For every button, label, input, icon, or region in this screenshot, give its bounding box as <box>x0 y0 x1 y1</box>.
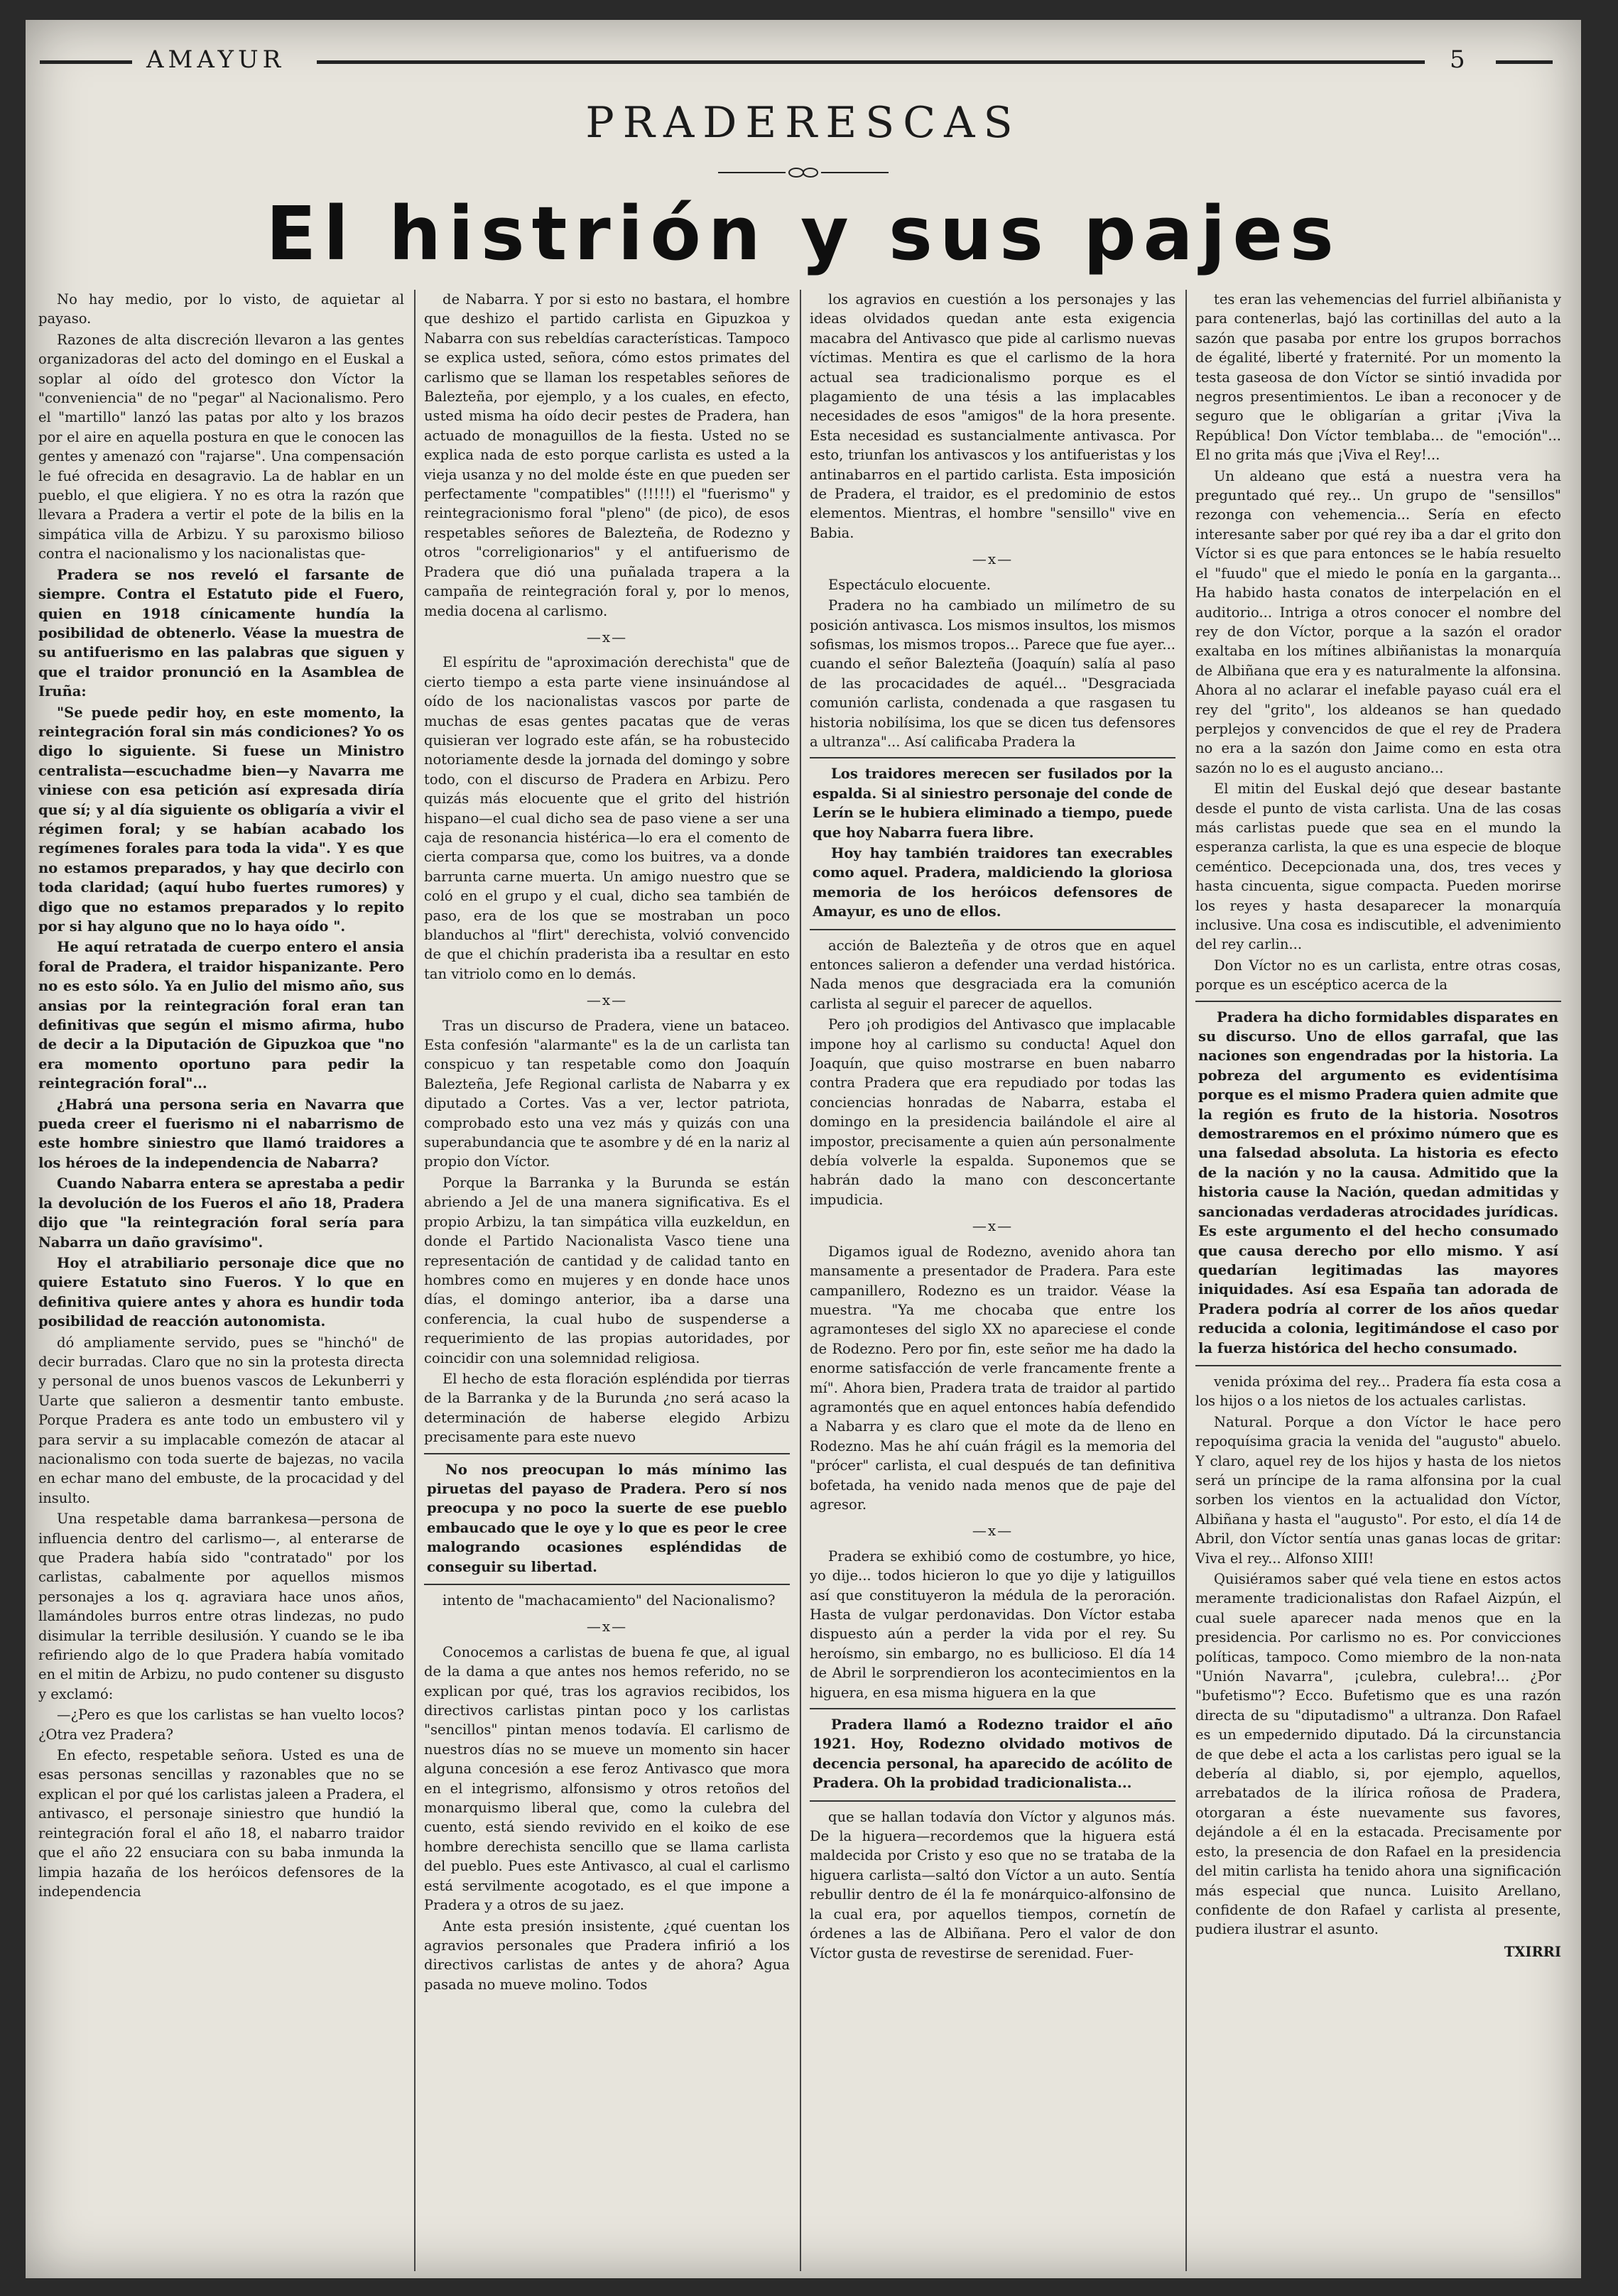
article-paragraph: Espectáculo elocuente. <box>828 576 991 593</box>
author-signature: TXIRRI <box>1504 1943 1561 1960</box>
article-paragraph: Razones de alta discreción llevaron a las gentes organizadoras del acto del domingo en el Euskal a soplar al oído del grotesco don Víctor la "conveniencia" de no "pegar" al Nacionalismo. Pero el "martillo" lanzó las patas por alto y los brazos por el aire en aquella postura en que le conocen las gentes y amenazó con "rajarse". Una compensación le fué ofrecida en desagravio. La de hablar en un pueblo, el que eligiera. Y no es otra la razón que llevara a Pradera a vertir el pote de la bilis en la simpática villa de Arbizu. Y su paroxismo bilioso contra el nacionalismo y los nacionalistas que- <box>38 331 404 562</box>
article-paragraph: No hay medio, por lo visto, de aquietar al payaso. <box>38 291 404 327</box>
column-rule <box>800 290 801 2271</box>
newspaper-page <box>26 20 1581 2278</box>
article-columns <box>38 290 1565 2271</box>
section-separator: —x— <box>972 1217 1014 1235</box>
article-paragraph: dó ampliamente servido, pues se "hinchó" de decir burradas. Claro que no sin la protesta directa y personal de unos buenos vascos de Lekunberri y Uarte que salieron a desmentir tanto embuste. Porque Pradera es ante todo un embustero vil y para servir a su implacable comezón de atacar al nacionalismo con toda suerte de bajezas, no vacila en echar mano del embuste, de la procacidad y del insulto. <box>38 1334 404 1506</box>
section-separator: —x— <box>586 628 628 646</box>
section-separator: —x— <box>972 550 1014 568</box>
page-header <box>40 45 1563 74</box>
article-paragraph: Tras un discurso de Pradera, viene un bataceo. Esta confesión "alarmante" es la de un carlista tan conspicuo y tan respetable como don Joaquín Balezteña, Jefe Regional carlista de Nabarra y ex diputado a Cortes. Vas a ver, lector patriota, comprobado esto una vez más y quizás con una superabundancia que te asombre y dé en la nariz al propio don Víctor. <box>424 1017 790 1170</box>
boxed-paragraph: Los traidores merecen ser fusilados por la espalda. Si al siniestro personaje del conde de Lerín se le hubiera eliminado a tiempo, puede que hoy Nabarra fuera libre. <box>813 766 1173 841</box>
article-paragraph: Pradera no ha cambiado un milímetro de su posición antivasca. Los mismos insultos, los mismos sofismas, los mismos tropos... Parece que fue ayer... cuando el señor Balezteña (Joaquín) salía al paso de las procacidades de aquél... "Desgraciada comunión carlista, condenada a que rasgasen tu historia nobilísima, los que se dicen tus defensores a ultranza"... Así calificaba Pradera la <box>810 597 1176 750</box>
article-paragraph: intento de "machacamiento" del Nacionalismo? <box>442 1592 776 1609</box>
article-paragraph: acción de Balezteña y de otros que en aquel entonces salieron a defender una verdad histórica. Nada menos que desgraciada era la comunión carlista al seguir el parecer de aquellos. <box>810 937 1176 1012</box>
article-paragraph: Natural. Porque a don Víctor le hace pero repoquísima gracia la venida del "augusto" abuelo. Y claro, aquel rey de los hijos y hasta de los nietos será un príncipe de la rama alfonsina por la cual sorben los vientos en la actualidad don Víctor, Albiñana y hasta el "augusto". Por esto, el día 14 de Abril, don Víctor sentía unas ganas locas de gritar: Viva el rey... Alfonso XIII! <box>1195 1413 1561 1567</box>
header-rule-right <box>1496 60 1553 64</box>
section-separator: —x— <box>586 991 628 1009</box>
article-paragraph: Conocemos a carlistas de buena fe que, al igual de la dama a que antes nos hemos referido, no se explican por qué, tras los agravios recibidos, los directivos carlistas pintan poco y los carlistas "sencillos" pintan menos todavía. El carlismo de nuestros días no se mueve un momento sin hacer alguna concesión a ese feroz Antivasco que mora en el integrismo, alfonsismo y otros retoños del monarquismo liberal que, como la culebra del cuento, está siendo revivido en el koiko de ese hombre derechista sencillo que se llama carlista del pueblo. Pues este Antivasco, al cual el carlismo está servilmente acogotado, es el que impone a Pradera y a otros de su jaez. <box>424 1643 790 1914</box>
header-rule-left <box>40 60 132 64</box>
article-paragraph: de Nabarra. Y por si esto no bastara, el hombre que deshizo el partido carlista en Gipuzkoa y Nabarra con sus rebeldías características. Tampoco se explica usted, señora, cómo estos primates del carlismo que se llaman los respetables señores de Balezteña, por ejemplo, y a los cuales, en efecto, usted misma ha oído decir pestes de Pradera, han actuado de monaguillos de la fiesta. Usted no se explica nada de esto porque carlista es usted a la vieja usanza y no del molde éste en que pueden ser perfectamente "compatibles" (!!!!!) el "fuerismo" y reintegracionismo foral "pleno" (de pico), de esos respetables señores de Balezteña, de Rodezno y otros "correligionarios" y el antifuerismo de Pradera que dió una puñalada trapera a la campaña de reintegración foral y, por lo menos, media docena al carlismo. <box>424 291 790 619</box>
article-paragraph: El mitin del Euskal dejó que desear bastante desde el punto de vista carlista. Una de las cosas más carlistas puede que sea en el mundo la esperanza carlista, la que es una especie de bloque ceméntico. Decepcionada una, dos, tres veces y hasta cincuenta, sigue compacta. Pueden morirse los reyes y hasta desaparecer la monarquía inclusive. Una cosa es indiscutible, el advenimiento del rey carlin... <box>1195 780 1561 953</box>
boxed-paragraph: Pradera llamó a Rodezno traidor el año 1921. Hoy, Rodezno olvidado motivos de decencia personal, ha aparecido de acólito de Pradera. Oh la probidad tradicionalista... <box>813 1716 1173 1792</box>
headline: El histrión y sus pajes <box>266 190 1341 277</box>
column-4 <box>1195 290 1561 2271</box>
section-separator: —x— <box>586 1618 628 1636</box>
article-paragraph: "Se puede pedir hoy, en este momento, la reintegración foral sin más condiciones? Yo os digo lo siguiente. Si fuese un Ministro centralista—escuchadme bien—y Navarra me viniese con esa petición así expresada diría que sí; y al día siguiente os obligaría a vivir el régimen foral; y se habían acabado los regímenes forales para toda la vida". Y es que no estamos preparados, y hay que decirlo con toda claridad; (aquí hubo fuertes rumores) y digo que no estamos preparados y lo repito por si hay alguno que no lo haya oído ". <box>38 704 404 935</box>
article-paragraph: Una respetable dama barrankesa—persona de influencia dentro del carlismo—, al enterarse de que Pradera había sido "contratado" por los carlistas, cabalmente por aquellos mismos personajes a los q. agraviara hace unos años, llamándoles burros entre otras lindezas, no pudo disimular la terrible desilusión. Y cuando se le iba refiriendo algo de lo que Pradera había vomitado en el mitin de Arbizu, no pudo contener su disgusto y exclamó: <box>38 1511 404 1702</box>
article-paragraph: He aquí retratada de cuerpo entero el ansia foral de Pradera, el traidor hispanizante. Pero no es esto sólo. Ya en Julio del mismo año, sus ansias por la reintegración foral eran tan definitivas que según el mismo afirma, hubo de decir a la Diputación de Gipuzkoa que "no era momento oportuno para pedir la reintegración foral"... <box>38 939 404 1092</box>
boxed-note <box>1195 1001 1561 1366</box>
column-rule <box>414 290 416 2271</box>
article-paragraph: —¿Pero es que los carlistas se han vuelto locos? ¿Otra vez Pradera? <box>38 1707 404 1743</box>
article-paragraph: Digamos igual de Rodezno, avenido ahora tan mansamente a presentador de Pradera. Para este campanillero, Rodezno es un traidor. Véase la muestra. "Ya me chocaba que entre los agramonteses del siglo XX no apareciese el conde de Rodezno. Pero por fin, este señor me ha dado la enorme satisfacción de verle francamente frente a mí". Ahora bien, Pradera trata de traidor al partido agramontés que en aquel entonces había defendido a Nabarra y es claro que el mote da de lleno en Rodezno. Mas he ahí cuán frágil es la memoria del "prócer" carlista, el cual después de tan definitiva bofetada, ha venido nada menos que de paje del agresor. <box>810 1243 1176 1513</box>
boxed-note <box>810 1708 1176 1802</box>
boxed-note <box>810 757 1176 930</box>
column-rule <box>1185 290 1187 2271</box>
column-3 <box>810 290 1176 2271</box>
article-paragraph: Pradera se exhibió como de costumbre, yo hice, yo dije... todos hicieron lo que yo dije y latiguillos así que constituyeron la médula de la peroración. Hasta de vulgar perdonavidas. Don Víctor estaba dispuesto aún a perder la vida por el rey. Su heroísmo, sin embargo, no es bullicioso. El día 14 de Abril le sorprendieron los acontecimientos en la higuera, en esa misma higuera en la que <box>810 1547 1176 1701</box>
article-paragraph: tes eran las vehemencias del furriel albiñanista y para contenerlas, bajó las cortinillas del auto a la sazón que pasaba por entre los grupos borrachos de égalité, liberté y fraternité. Por un momento la testa gaseosa de don Víctor se sintió invadida por negros presentimientos. Le iban a reconocer y de seguro que le obligarían a gritar ¡Viva la República! Don Víctor temblaba... de "emoción"... El no grita más que ¡Viva el Rey!... <box>1195 291 1561 464</box>
article-paragraph: ¿Habrá una persona seria en Navarra que pueda creer el fuerismo ni el nabarrismo de este hombre siniestro que llamó traidores a los héroes de la independencia de Nabarra? <box>38 1096 404 1171</box>
article-paragraph: Don Víctor no es un carlista, entre otras cosas, porque es un escéptico acerca de la <box>1195 957 1561 994</box>
article-paragraph: los agravios en cuestión a los personajes y las ideas olvidados quedan ante esta exigencia macabra del Antivasco que pide al carlismo nuevas víctimas. Mentira es que el carlismo de la hora actual sea tradicionalismo porque es el plagamiento de una tésis a las implacables necesidades de esos "amigos" de la hora presente. Esta necesidad es sustancialmente antivasca. Por esto, triunfan los antivascos y los antifueristas y los antinabarros en el partido carlista. Esta imposición de Pradera, el traidor, es el predominio de estos elementos. Mientras, el hombre "sensillo" vive en Babia. <box>810 291 1176 541</box>
article-paragraph: venida próxima del rey... Pradera fía esta cosa a los hijos o a los nietos de los actuales carlistas. <box>1195 1373 1561 1410</box>
article-paragraph: En efecto, respetable señora. Usted es una de esas personas sencillas y razonables que no se explican el por qué los carlistas jaleen a Pradera, el antivasco, el personaje siniestro que hundió la reintegración foral el año 18, el nabarro traidor que el año 22 ensuciara con su baba inmunda la limpia hazaña de los heróicos defensores de la independencia <box>38 1747 404 1900</box>
column-1 <box>38 290 404 2271</box>
article-paragraph: Cuando Nabarra entera se aprestaba a pedir la devolución de los Fueros el año 18, Pradera dijo que "la reintegración foral sería para Nabarra un daño gravísimo". <box>38 1175 404 1251</box>
article-paragraph: El espíritu de "aproximación derechista" que de cierto tiempo a esta parte viene insinuándose al oído de los nacionalistas vascos por parte de muchas de esas gentes pacatas que de veras quisieran ver logrado este afán, se ha robustecido notoriamente desde la jornada del domingo y sobre todo, con el discurso de Pradera en Arbizu. Pero quizás más elocuente que el grito del histrión hispano—el cual dicho sea de paso viene a ser una caja de resonancia histérica—lo era el comento de cierta comparsa que, como los buitres, va a donde barrunta carne muerta. Un amigo nuestro que se coló en el grupo y el cual, dicho sea también de paso, era de los que se mostraban un poco blanduchos al "flirt" derechista, volvió convencido de que el chichín praderista iba a resultar en esto tan vitriolo como en lo demás. <box>424 654 790 982</box>
article-paragraph: El hecho de esta floración espléndida por tierras de la Barranka y de la Burunda ¿no será acaso la determinación de haberse elegido Arbizu precisamente para este nuevo <box>424 1370 790 1446</box>
section-title: PRADERESCAS <box>585 98 1021 148</box>
boxed-note <box>424 1453 790 1585</box>
article-paragraph: Pero ¡oh prodigios del Antivasco que implacable impone hoy al carlismo su conducta! Aquel don Joaquín, que quiso mostrarse en buen nabarro contra Pradera que era repudiado por todas las conciencias honradas de Nabarra, estaba el domingo en la presidencia bailándole el aire al impostor, precisamente a quien aún personalmente debía volverle la espalda. Suponemos que se habrán dado la mano con desconcertante impudicia. <box>810 1016 1176 1208</box>
boxed-paragraph: No nos preocupan lo más mínimo las piruetas del payaso de Pradera. Pero sí nos preocupa y no poco la suerte de ese pueblo embaucado que le oye y lo que es peor le cree malogrando ocasiones espléndidas de conseguir su libertad. <box>427 1461 787 1575</box>
article-paragraph: Un aldeano que está a nuestra vera ha preguntado qué rey... Un grupo de "sensillos" rezonga con vehemencia... Sería en efecto interesante saber por qué rey iba a dar el grito don Víctor si es que para entonces se le había resuelto el "fuudo" que el miedo le ponía en la garganta... Ha habido hasta conatos de interpelación en el auditorio... Intriga a otros conocer el nombre del rey de don Víctor, porque a la sazón el orador exaltaba en los mítines albiñanistas la monarquía de Albiñana que era y es naturalmente la alfonsina. Ahora al no aclarar el inefable payaso cuál era el rey del "grito", los aldeanos se han quedado perplejos y convencidos de que el rey de Pradera no era a la sazón don Jaime como en esta otra sazón no lo es el augusto anciano... <box>1195 467 1561 776</box>
publication-name: AMAYUR <box>146 45 286 74</box>
boxed-paragraph: Pradera ha dicho formidables disparates en su discurso. Uno de ellos garrafal, que las naciones son engendradas por la historia. La pobreza del argumento es evidentísima porque es el mismo Pradera quien admite que la región es fruto de la historia. Nosotros demostraremos en el próximo número que es una falsedad absoluta. La historia es efecto de la nación y no la causa. Admitido que la historia cause la Nación, quedan admitidas y sancionadas verdaderas atrocidades jurídicas. Es este argumento el del hecho consumado que causa derecho por ello mismo. Y así quedarían legitimadas las mayores iniquidades. Así esa España tan adorada de Pradera podría al correr de los años quedar reducida a colonia, legitimándose el caso por la fuerza histórica del hecho consumado. <box>1198 1008 1558 1356</box>
article-paragraph: Quisiéramos saber qué vela tiene en estos actos meramente tradicionalistas don Rafael Aizpún, el cual suele aparecer nada menos que en la presidencia. Por carlismo no es. Por convicciones políticas, tampoco. Como miembro de la non-nata "Unión Navarra", ¡culebra, culebra!... ¿Por "bufetismo"? Ecco. Bufetismo que es una razón directa de su "diputadismo" a ultranza. Don Rafael es un empedernido diputado. Dá la circunstancia de que debe el acta a los carlistas pero igual se la debería al diablo, si, por ejemplo, aquellos, arrebatados de la ilírica roñosa de Pradera, otorgaran a éste nuevamente sus favores, dejándole a él en la estacada. Precisamente por esto, la presencia de don Rafael en la presidencia del mitin carlista ha tenido ahora una significación más especial que nunca. Luisito Arellano, confidente de don Rafael y carlista al presente, pudiera ilustrar el asunto. <box>1195 1571 1561 1938</box>
ornament-divider <box>718 165 889 180</box>
article-paragraph: Porque la Barranka y la Burunda se están abriendo a Jel de una manera significativa. Es el propio Arbizu, la tan simpática villa euzkeldun, en donde el Partido Nacionalista Vasco tiene una representación de cantidad y de calidad tanto en hombres como en mujeres y en donde hace unos días, el domingo anterior, iba a darse una conferencia, la cual hubo de suspenderse a requerimiento de las propias autoridades, por coincidir con una solemnidad religiosa. <box>424 1174 790 1366</box>
page-number: 5 <box>1450 45 1465 74</box>
column-2 <box>424 290 790 2271</box>
article-paragraph: Ante esta presión insistente, ¿qué cuentan los agravios personales que Pradera infirió a los directivos carlistas de antes y de ahora? Agua pasada no mueve molino. Todos <box>424 1917 790 1993</box>
article-paragraph: Hoy el atrabiliario personaje dice que no quiere Estatuto sino Fueros. Y lo que en definitiva quiere antes y ahora es hundir toda posibilidad de reacción autonomista. <box>38 1254 404 1330</box>
header-rule-center <box>317 60 1425 64</box>
article-paragraph: Pradera se nos reveló el farsante de siempre. Contra el Estatuto pide el Fuero, quien en 1918 cínicamente hundía la posibilidad de obtenerlo. Véase la muestra de su antifuerismo en las palabras que siguen y que el traidor pronunció en la Asamblea de Iruña: <box>38 566 404 700</box>
section-separator: —x— <box>972 1522 1014 1540</box>
article-paragraph: que se hallan todavía don Víctor y algunos más. De la higuera—recordemos que la higuera está maldecida por Cristo y eso que no se trataba de la higuera carlista—saltó don Víctor a un auto. Sentía rebullir dentro de él la fe monárquico-alfonsino de la cual era, por aquellos tiempos, cornetín de órdenes a las de Albiñana. Pero el valor de don Víctor gusta de revestirse de serenidad. Fuer- <box>810 1808 1176 1962</box>
boxed-paragraph: Hoy hay también traidores tan execrables como aquel. Pradera, maldiciendo la gloriosa memoria de los heróicos defensores de Amayur, es uno de ellos. <box>813 844 1173 920</box>
